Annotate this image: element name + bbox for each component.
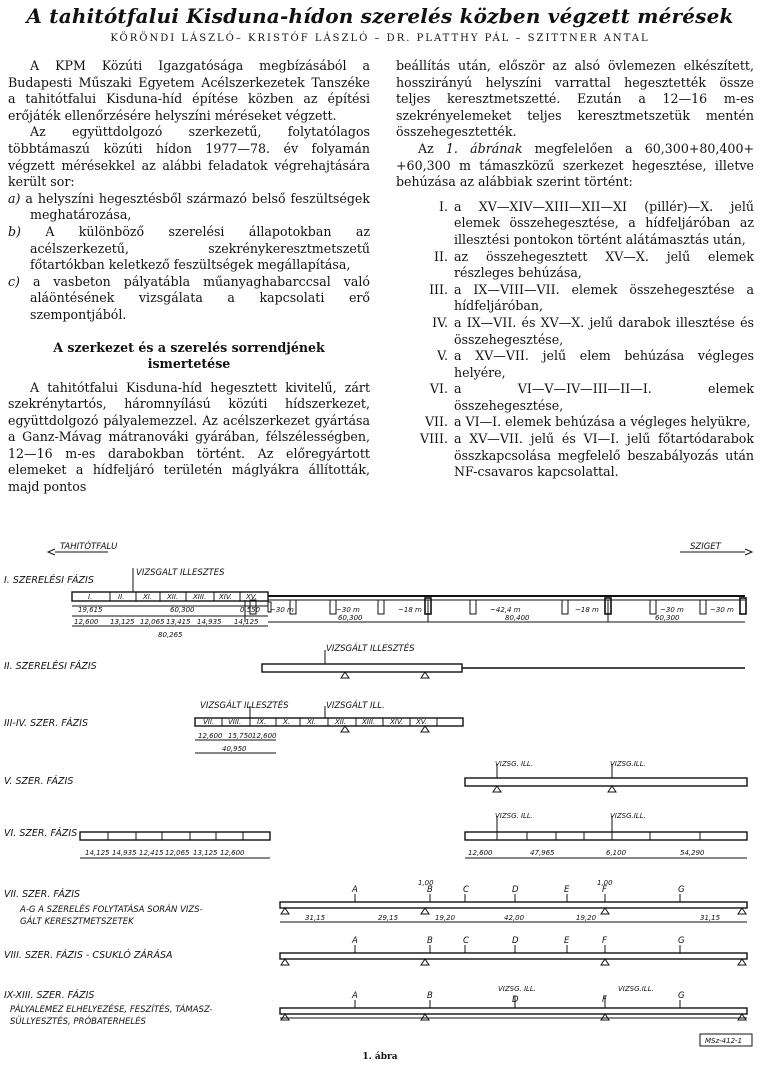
section-letter: F [602,885,607,895]
dimension-label: 19,20 [435,914,456,922]
step-number: V. [437,348,448,364]
task-text: a helyszíni hegesztésből származó belső feszültségek meghatározása, [25,190,370,223]
dimension-label: 13,125 [193,849,218,857]
dimension-label: 13,415 [166,618,191,626]
step-item [396,381,754,414]
phase-9-note-line-2: SÜLLYESZTÉS, PRÓBATERHELÉS [10,1017,146,1027]
element-label: XI. [307,718,317,726]
element-label: XIV. [390,718,404,726]
phase-7-label: VII. SZER. FÁZIS [4,889,81,900]
left-paragraph-2: Az együttdolgozó szerkezetű, folytatólagos többtámaszú közúti hídon 1977—78. év folyamán végzett mérésekkel az alábbi feladatok végrehajtására került sor: [8,124,370,190]
tested-joint-label: VIZSGÁLT ILLESZTÉS [200,701,289,711]
dimension-label: 47,965 [530,849,555,857]
element-label: XV. [416,718,428,726]
phase-1-label: I. SZERELÉSI FÁZIS [4,575,94,586]
sziget-label: SZIGET [690,542,721,552]
element-label: XII. [335,718,347,726]
element-label: XV. [246,593,258,601]
section-letter: A [352,885,358,895]
tested-joint-label: VIZSGÁLT ILLESZTÉS [326,644,415,654]
span-label: ~30 m [336,606,360,614]
tested-joint-label: VIZSGÁLT ILL. [326,701,385,711]
section-letter: C [463,936,469,946]
step-item [396,348,754,381]
right-column [396,58,754,481]
section-letter: D [512,936,519,946]
section-heading: A szerkezet és a szerelés sorrendjének ismertetése [53,339,325,371]
task-marker: c) [8,273,20,289]
dimension-label: 12,600 [468,849,493,857]
span-total-label: 80,400 [505,614,530,622]
dimension-label: 14,125 [85,849,110,857]
element-label: XII. [167,593,179,601]
phase-2-label: II. SZERELÉSI FÁZIS [4,661,97,672]
section-letter: C [463,885,469,895]
step-item [396,414,754,431]
article-title: A tahitótfalui Kisduna-hídon szerelés közben végzett mérések [26,4,734,28]
tested-joint-label: VIZSGALT ILLESZTES [136,568,225,578]
task-marker: a) [8,190,21,206]
task-text: A különböző szerelési állapotokban az acélszerkezetű, szekrénykeresztmetszetű főtartókban keletkező feszültségek megállapítása, [30,223,370,273]
step-text: a XV—VII. jelű elem behúzása végleges helyére, [454,348,754,380]
phase-8-label: VIII. SZER. FÁZIS - CSUKLÓ ZÁRÁSA [4,950,173,961]
element-label: IX. [257,718,267,726]
dimension-label: 14,935 [112,849,137,857]
dimension-label: 12,600 [252,732,277,740]
step-number: III. [429,281,448,297]
right-paragraph-2-end: megfelelően a 60,300+80,400+ +60,300 m támaszközű szerkezet hegesztése, illetve behúzása az alábbiak szerint történt: [396,140,755,190]
section-letter: G [678,936,685,946]
step-text: a IX—VIII—VII. elemek összehegesztése a hídfeljáróban, [454,281,754,314]
span-total-label: 60,300 [338,614,363,622]
step-item [396,249,754,282]
figure-reference: 1. ábrának [445,140,523,156]
step-number: IV. [432,314,448,330]
gap-dimension: 1,00 [597,879,613,887]
dimension-label: 14,125 [234,618,259,626]
dimension-label: 40,950 [222,745,247,753]
element-label: I. [88,593,93,601]
section-letter: F [602,936,607,946]
figure-mark: MSz-412-1 [705,1037,743,1045]
figure-caption: 1. ábra [362,1052,398,1062]
element-label: XIV. [219,593,233,601]
task-item-b [8,224,370,274]
dimension-label: 12,600 [220,849,245,857]
step-number: VIII. [419,431,448,447]
section-letter: D [512,995,519,1005]
left-column [8,58,370,496]
section-letter: A [352,991,358,1001]
step-text: a VI—V—IV—III—II—I. elemek összehegesztése, [454,381,754,413]
dimension-label: 60,300 [170,606,195,614]
phase-5-label: V. SZER. FÁZIS [4,776,74,787]
section-letter: E [564,936,570,946]
section-letter: E [564,885,570,895]
dimension-label: 29,15 [378,914,399,922]
step-text: a VI—I. elemek behúzása a végleges helyükre, [454,414,751,430]
dimension-label: 42,00 [504,914,525,922]
task-text: a vasbeton pályatábla műanyaghabarccsal való aláöntésének vizsgálata a kapcsolati erő szempontjából. [30,273,370,322]
assembly-phase-diagram [0,540,760,1048]
phase-7-note-line-1: A-G A SZERELÉS FOLYTATÁSA SORÁN VIZS- [20,905,203,915]
section-letter: D [512,885,519,895]
dimension-label: 31,15 [305,914,326,922]
step-text: az összehegesztett XV—X. jelű elemek részleges behúzása, [454,248,754,281]
tested-joint-label: VIZSG. ILL. [495,760,534,768]
dimension-label: 14,935 [197,618,222,626]
step-number: VII. [424,414,448,430]
dimension-label: 19,615 [78,606,103,614]
task-marker: b) [8,223,21,239]
span-label: ~18 m [398,606,422,614]
dimension-label: 6,100 [606,849,627,857]
step-item [396,199,754,249]
task-item-c [8,274,370,324]
dimension-label: 15,750 [228,732,253,740]
step-text: a XV—XIV—XIII—XII—XI (pillér)—X. jelű elemek összehegesztése, a hídfeljáróban az illesztési pontokon történt alátámasztás után, [454,198,754,247]
left-paragraph-3: A tahitótfalui Kisduna-híd hegesztett kivitelű, zárt szekrénytartós, háromnyílású közúti hídszerkezet, együttdolgozó pályalemezzel. Az acélszerkezet gyártása a Ganz-Mávag mátranováki gyárában, félszélességben, 12—16 m-es darabokban történt. Az előregyártott elemeket a hídfeljáró területén máglyákra állították, majd pontos [8,379,370,495]
tested-joint-label: VIZSG.ILL. [610,812,646,820]
dimension-label: 0,550 [240,606,261,614]
dimension-label: 54,290 [680,849,705,857]
element-label: II. [118,593,125,601]
span-label: ~30 m [710,606,734,614]
tested-joint-label: VIZSG.ILL. [618,985,654,993]
step-number: I. [439,198,448,214]
element-label: XIII. [193,593,207,601]
tested-joint-label: VIZSG. ILL. [495,812,534,820]
dimension-label: 19,20 [576,914,597,922]
step-item [396,282,754,315]
section-letter: F [602,995,607,1005]
step-text: a IX—VII. és XV—X. jelű darabok illesztése és összehegesztése, [454,314,754,347]
dimension-label: 80,265 [158,631,183,639]
tahitotfalu-label: TAHITÓTFALU [60,542,118,552]
span-total-label: 60,300 [655,614,680,622]
tested-joint-label: VIZSG.ILL. [610,760,646,768]
section-letter: A [352,936,358,946]
phase-9-note-line-1: PÁLYALEMEZ ELHELYEZÉSE, FESZÍTÉS, TÁMASZ- [10,1005,213,1015]
dimension-label: 13,125 [110,618,135,626]
right-paragraph-1: beállítás után, először az alsó övlemezen elkészített, hosszirányú helyszíni varrattal hegesztették össze teljes keresztmetszetté. Ezután a 12—16 m-es szekrényelemeket teljes keresztmetszetük mentén összehegesztették. [396,58,754,140]
step-number: II. [434,248,448,264]
dimension-label: 12,415 [139,849,164,857]
step-number: VI. [429,381,448,397]
authors-line: KÖRÖNDI LÁSZLÓ– KRISTÓF LÁSZLÓ – DR. PLATTHY PÁL – SZITTNER ANTAL [110,33,650,44]
left-paragraph-1: A KPM Közúti Igazgatósága megbízásából a Budapesti Műszaki Egyetem Acélszerkezetek Tanszéke a tahitótfalui Kisduna-híd építése közben az építési erőjáték ellenőrzésére helyszíni méréseket végzett. [8,58,370,123]
phase-7-note-line-2: GÁLT KERESZTMETSZETEK [20,917,134,927]
dimension-label: 12,065 [165,849,190,857]
right-paragraph-2-start: Az [418,140,446,156]
span-label: ~30 m [660,606,684,614]
step-item [396,315,754,348]
section-letter: B [427,991,433,1001]
element-label: XI. [143,593,153,601]
dimension-label: 12,065 [140,618,165,626]
element-label: XIII. [362,718,376,726]
phase-3-4-label: III-IV. SZER. FÁZIS [4,718,89,729]
phase-9-13-label: IX-XIII. SZER. FÁZIS [4,990,95,1001]
span-label: ~42,4 m [490,606,521,614]
step-item [396,431,754,481]
element-label: VIII. [228,718,242,726]
span-label: ~30 m [270,606,294,614]
section-letter: B [427,885,433,895]
dimension-label: 31,15 [700,914,721,922]
section-letter: G [678,885,685,895]
gap-dimension: 1,00 [418,879,434,887]
element-label: VII. [203,718,215,726]
span-label: ~18 m [575,606,599,614]
dimension-label: 12,600 [198,732,223,740]
phase-6-label: VI. SZER. FÁZIS [4,828,78,839]
task-item-a [8,191,370,224]
tested-joint-label: VIZSG. ILL. [498,985,537,993]
section-letter: G [678,991,685,1001]
section-letter: B [427,936,433,946]
step-text: a XV—VII. jelű és VI—I. jelű főtartódarabok összkapcsolása megfelelő beszabályozás után NF-csavaros kapcsolattal. [454,431,754,480]
right-paragraph-2 [396,141,754,191]
dimension-label: 12,600 [74,618,99,626]
element-label: X. [283,718,291,726]
